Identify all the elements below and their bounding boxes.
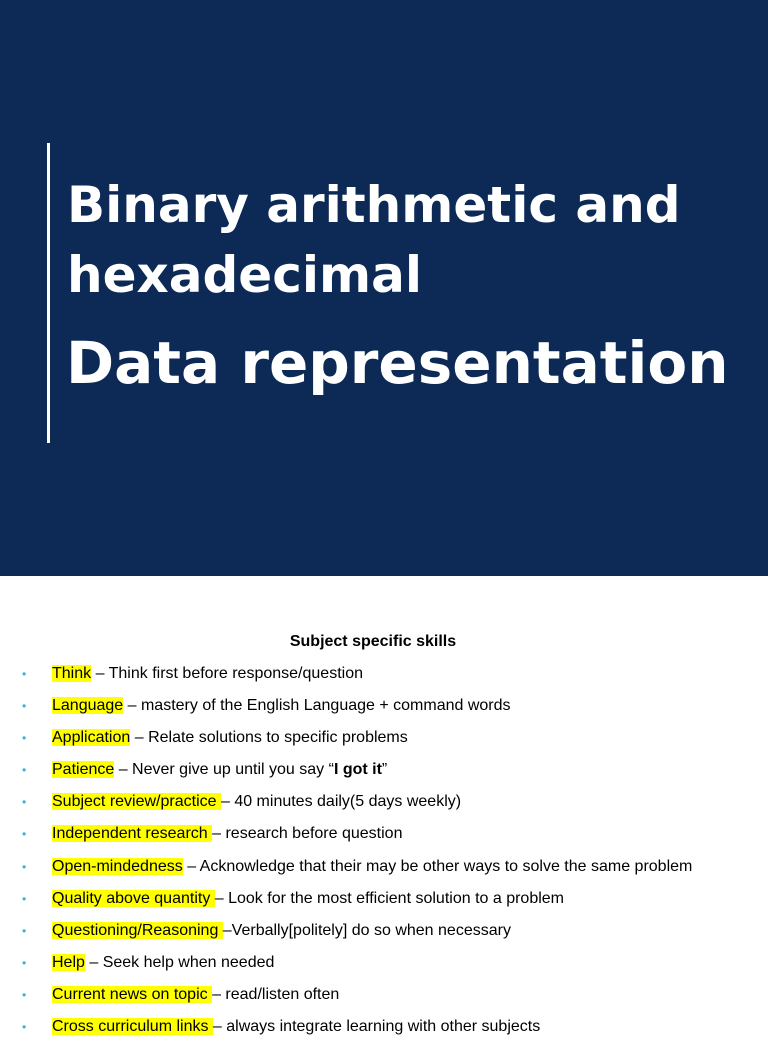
bullet-icon: • [22,923,27,938]
skill-text [52,920,511,942]
list-item [0,856,768,888]
skills-heading: Subject specific skills [289,633,457,650]
skill-term: Open-mindedness [52,857,183,875]
list-item [0,791,768,823]
skill-text [52,695,511,717]
skill-text [52,823,402,845]
slide-title: Binary arithmetic and hexadecimal [67,176,681,304]
skill-term: Current news on topic [52,985,213,1003]
skill-text [52,759,387,781]
skills-list [0,663,768,1048]
skill-text [52,1016,540,1038]
list-item [0,952,768,984]
skill-emphasis: I got it [333,761,382,779]
skill-text [52,984,339,1006]
bullet-icon: • [22,699,27,714]
title-accent-bar [47,143,50,443]
list-item [0,759,768,791]
bullet-icon: • [22,731,27,746]
skill-description: –Verbally[politely] do so when necessary [222,921,511,939]
skill-description: – 40 minutes daily(5 days weekly) [220,793,462,811]
skill-description: – always integrate learning with other subjects [212,1018,541,1036]
list-item [0,663,768,695]
bullet-icon: • [22,827,27,842]
list-item [0,1016,768,1048]
skill-term: Independent research [52,825,213,843]
skill-term: Think [52,665,92,682]
skill-term: Patience [52,761,115,779]
bullet-icon: • [22,955,27,970]
skill-description: – Seek help when needed [84,953,275,971]
bullet-icon: • [22,1020,27,1035]
bullet-icon: • [22,891,27,906]
bullet-icon: • [22,763,27,778]
skill-description: – read/listen often [212,985,340,1003]
skill-description-end: ” [381,761,388,779]
bullet-icon: • [22,987,27,1002]
list-item [0,823,768,855]
skill-description: – Never give up until you say “ [114,761,334,779]
bullet-icon: • [22,667,27,681]
skill-term: Cross curriculum links [52,1018,213,1036]
skill-text [52,663,363,685]
skill-description: – Look for the most efficient solution to a problem [214,889,564,907]
skill-description: – mastery of the English Language + command words [123,697,511,715]
skill-term: Help [52,953,85,971]
list-item [0,888,768,920]
skill-text [52,952,274,974]
skill-term: Questioning/Reasoning [52,921,223,939]
bullet-icon: • [22,795,27,810]
skill-description: – Relate solutions to specific problems [130,729,408,747]
list-item [0,920,768,952]
bullet-icon: • [22,859,27,874]
skill-term: Application [52,729,131,747]
skill-term: Subject review/practice [52,793,221,811]
skill-text [52,888,564,910]
skill-text [52,856,692,878]
skill-description: – research before question [212,825,403,843]
skill-text [52,791,461,813]
skill-description: – Think first before response/question [91,665,363,682]
skill-term: Quality above quantity [52,889,215,907]
skills-slide [0,576,768,1036]
skill-text [52,727,408,749]
skill-description: – Acknowledge that their may be other ways to solve the same problem [182,857,693,875]
list-item [0,984,768,1016]
list-item [0,727,768,759]
list-item [0,695,768,727]
slide-subtitle: Data representation [66,329,729,397]
skill-term: Language [52,697,124,715]
